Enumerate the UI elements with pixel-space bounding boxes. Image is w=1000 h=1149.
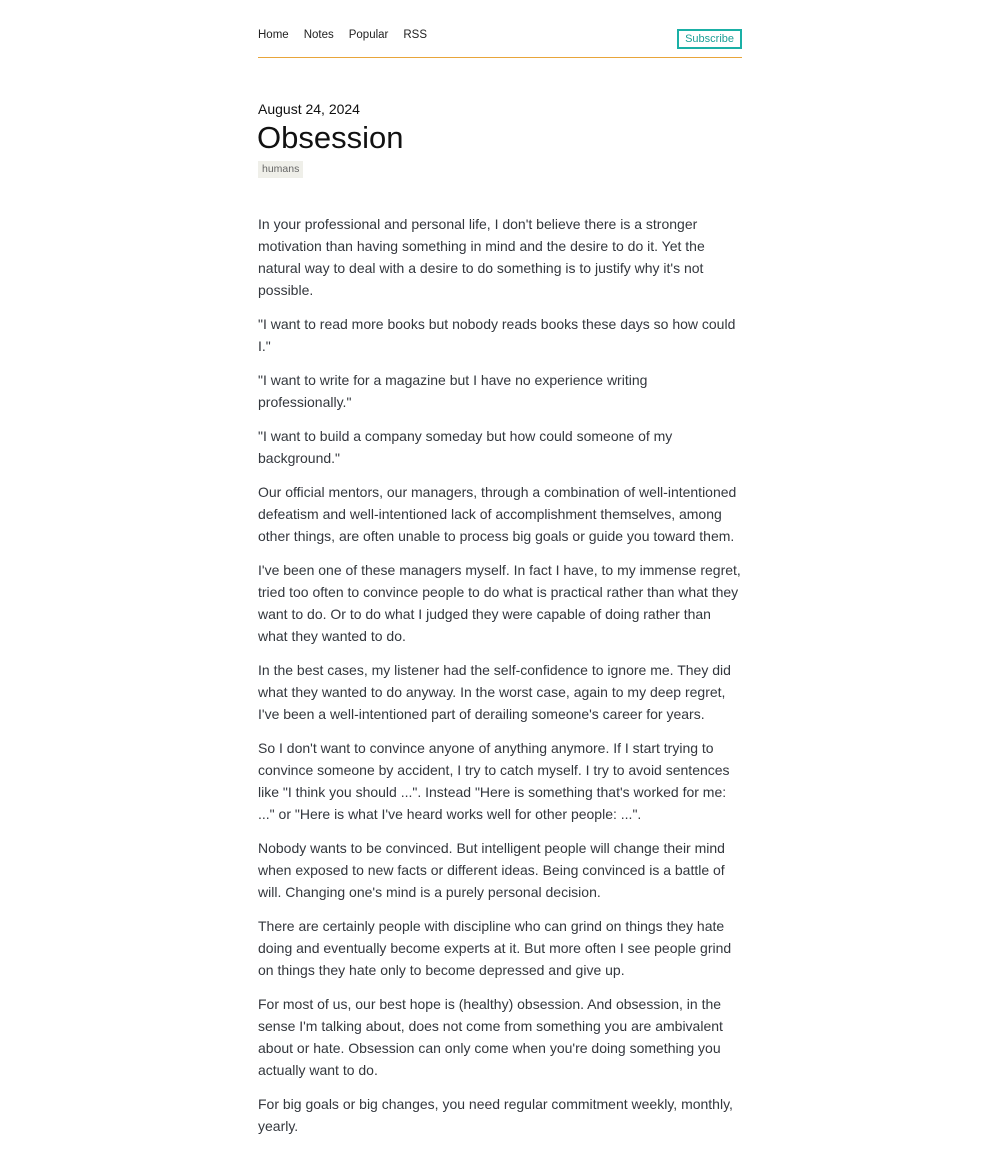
paragraph: Nobody wants to be convinced. But intelligent people will change their mind when exposed to new facts or different ideas. Being convinced is a battle of will. Changing one's mind is a purely personal decision. (258, 840, 725, 900)
post-title: Obsession (257, 120, 404, 155)
nav-link-rss[interactable]: RSS (403, 29, 428, 41)
post-date: August 24, 2024 (258, 101, 360, 117)
post-body (258, 213, 742, 1149)
nav-links (258, 29, 442, 41)
paragraph: "I want to read more books but nobody reads books these days so how could I." (258, 316, 736, 354)
subscribe-button[interactable]: Subscribe (677, 29, 742, 49)
page-container (257, 0, 742, 1134)
paragraph: For most of us, our best hope is (healthy) obsession. And obsession, in the sense I'm talking about, does not come from something you are ambivalent about or hate. Obsession can only come when you're doing something you actually want to do. (258, 996, 723, 1078)
paragraph: Our official mentors, our managers, through a combination of well-intentioned defeatism and well-intentioned lack of accomplishment themselves, among other things, are often unable to process big goals or guide you toward them. (258, 484, 737, 544)
paragraph: "I want to write for a magazine but I have no experience writing professionally." (258, 372, 648, 410)
nav-link-notes[interactable]: Notes (303, 29, 334, 41)
paragraph: So I don't want to convince anyone of anything anymore. If I start trying to convince someone by accident, I try to catch myself. I try to avoid sentences like "I think you should ...". Instead "Here is something that's worked for me: ..." or "Here is what I've heard works well for other people: ...". (258, 740, 730, 822)
paragraph: I've been one of these managers myself. In fact I have, to my immense regret, tried too often to convince people to do what is practical rather than what they want to do. Or to do what I judged they were capable of doing rather than what they wanted to do. (258, 562, 741, 644)
paragraph: In your professional and personal life, I don't believe there is a stronger motivation than having something in mind and the desire to do it. Yet the natural way to deal with a desire to do something is to justify why it's not possible. (258, 216, 705, 298)
nav-link-popular[interactable]: Popular (348, 29, 389, 41)
paragraph: "I want to build a company someday but how could someone of my background." (258, 428, 673, 466)
top-nav (258, 0, 742, 58)
paragraph: There are certainly people with discipline who can grind on things they hate doing and eventually become experts at it. But more often I see people grind on things they hate only to become depressed and give up. (258, 918, 732, 978)
post-tag[interactable]: humans (258, 161, 303, 178)
nav-link-home[interactable]: Home (258, 29, 289, 41)
paragraph: For big goals or big changes, you need regular commitment weekly, monthly, yearly. (258, 1096, 733, 1134)
paragraph: In the best cases, my listener had the self-confidence to ignore me. They did what they wanted to do anyway. In the worst case, again to my deep regret, I've been a well-intentioned part of derailing someone's career for years. (258, 662, 731, 722)
